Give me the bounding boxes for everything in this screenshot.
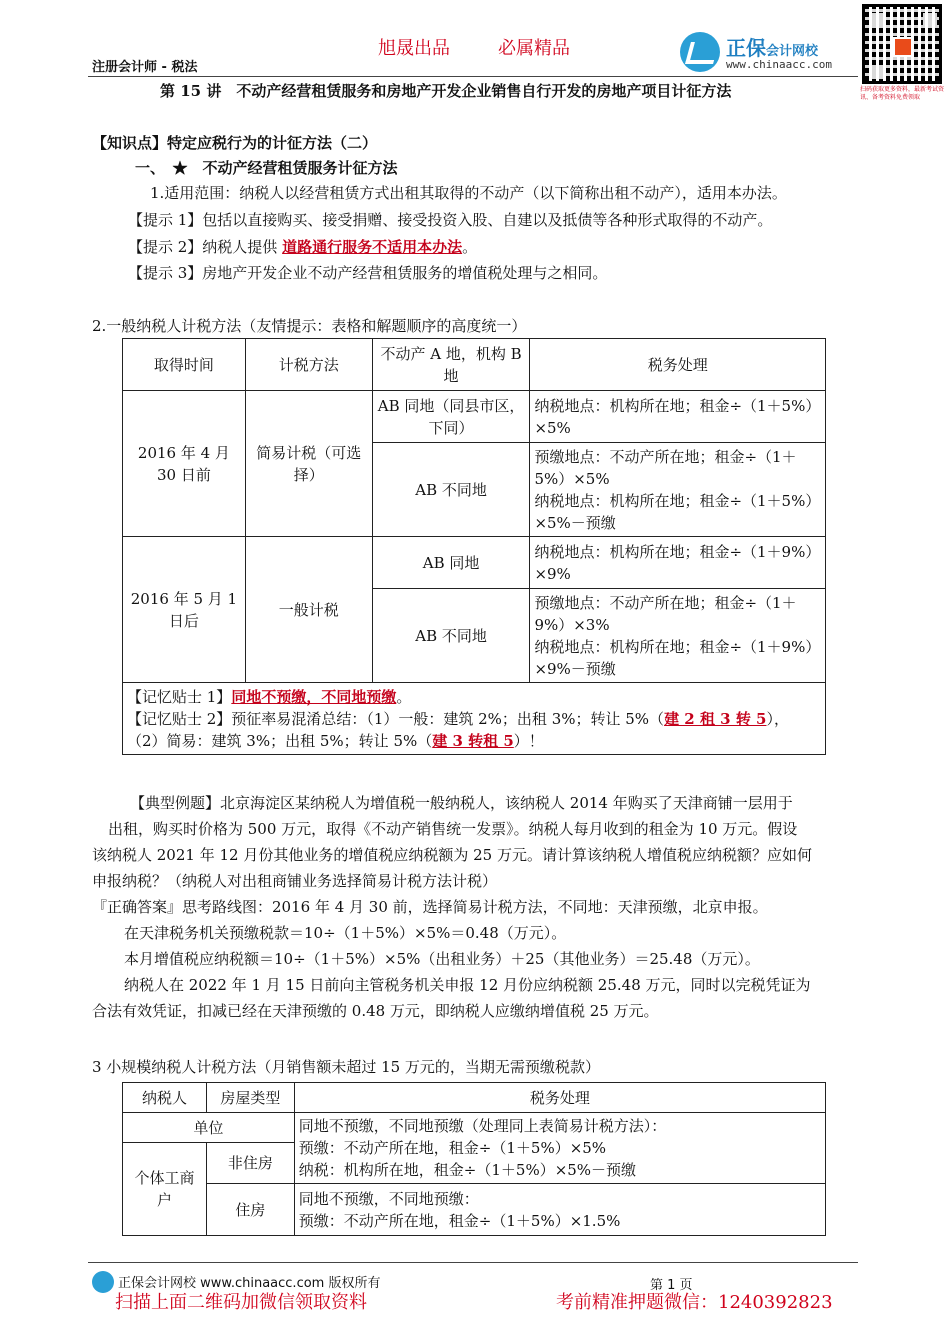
answer-line: 在天津税务机关预缴税款＝10÷（1＋5%）×5%＝0.48（万元）。 [124, 924, 567, 942]
tax-cell: 同地不预缴，不同地预缴（处理同上表简易计税方法）： 预缴：不动产所在地，租金÷（1＋5%）×5% 纳税：机构所在地，租金÷（1＋5%）×5%－预缴 [294, 1113, 825, 1184]
unit-cell: 单位 [123, 1113, 295, 1143]
promo-right: 考前精准押题微信：1240392823 [556, 1292, 833, 1313]
header-divider [88, 76, 858, 77]
acquire-time-cell: 2016 年 5 月 1 日后 [123, 537, 246, 683]
general-taxpayer-heading: 2.一般纳税人计税方法（友情提示：表格和解题顺序的高度统一） [92, 317, 527, 335]
acquire-time-cell: 2016 年 4 月 30 日前 [123, 391, 246, 537]
example-line: 【典型例题】北京海淀区某纳税人为增值税一般纳税人，该纳税人 2014 年购买了天津商铺一层用于 [130, 794, 793, 812]
memo-1: 【记忆贴士 1】同地不预缴，不同地预缴。 [127, 687, 412, 706]
individual-cell: 个体工商户 [123, 1143, 207, 1236]
answer-line: 合法有效凭证，扣减已经在天津预缴的 0.48 万元，即纳税人应缴纳增值税 25 万元。 [92, 1002, 659, 1020]
footer-logo-icon [92, 1271, 114, 1293]
chinaacc-logo [680, 30, 860, 76]
header-cell: 税务处理 [294, 1083, 825, 1113]
general-taxpayer-table [122, 338, 826, 755]
promo-left: 扫描上面二维码加微信领取资料 [115, 1292, 367, 1313]
example-line: 申报纳税？（纳税人对出租商铺业务选择简易计税方法计税） [92, 872, 498, 890]
section-heading: 一、 ★ 不动产经营租赁服务计征方法 [135, 159, 398, 177]
small-scale-table [122, 1082, 826, 1236]
table-row [123, 1184, 826, 1236]
logo-mark-icon [680, 32, 720, 72]
course-name: 注册会计师 - 税法 [92, 60, 198, 75]
header-cell: 房屋类型 [206, 1083, 294, 1113]
location-cell: AB 不同地 [372, 589, 530, 683]
page-number: 第 1 页 [650, 1278, 693, 1293]
tax-cell: 纳税地点：机构所在地；租金÷（1＋9%）×9% [530, 537, 826, 589]
small-scale-heading: 3 小规模纳税人计税方法（月销售额未超过 15 万元的，当期无需预缴税款） [92, 1058, 600, 1076]
example-line: 该纳税人 2021 年 12 月份其他业务的增值税应纳税额为 25 万元。请计算该纳税人增值税应纳税额？应如何 [92, 846, 812, 864]
house-type-cell: 住房 [206, 1184, 294, 1236]
location-cell: AB 同地（同县市区，下同） [372, 391, 530, 443]
answer-line: 本月增值税应纳税额＝10÷（1＋5%）×5%（出租业务）＋25（其他业务）＝25.48（万元）。 [124, 950, 760, 968]
memo-2-cont: （2）简易：建筑 3%；出租 5%；转让 5%（建 3 转租 5）！ [127, 731, 544, 750]
knowledge-heading: 【知识点】特定应税行为的计征方法（二） [92, 134, 378, 152]
tip-2: 【提示 2】纳税人提供 道路通行服务不适用本办法。 [128, 238, 478, 256]
header-cell: 税务处理 [530, 339, 826, 391]
tax-cell: 纳税地点：机构所在地；租金÷（1＋5%）×5% [530, 391, 826, 443]
table-row [123, 1083, 826, 1113]
answer-line: 纳税人在 2022 年 1 月 15 日前向主管税务机关申报 12 月份应纳税额 25.48 万元，同时以完税凭证为 [124, 976, 811, 994]
house-type-cell: 非住房 [206, 1143, 294, 1184]
qr-code-icon [862, 4, 942, 84]
footer-copyright: 正保会计网校 www.chinaacc.com 版权所有 [118, 1276, 381, 1291]
location-cell: AB 同地 [372, 537, 530, 589]
header-cell: 纳税人 [123, 1083, 207, 1113]
table-row [123, 683, 826, 755]
table-row [123, 339, 826, 391]
logo-sub: 会计网校 [766, 44, 819, 59]
scope-paragraph: 1.适用范围：纳税人以经营租赁方式出租其取得的不动产（以下简称出租不动产），适用本办法。 [150, 184, 787, 202]
header-cell: 取得时间 [123, 339, 246, 391]
table-row [123, 1113, 826, 1143]
tax-cell: 预缴地点：不动产所在地；租金÷（1＋9%）×3% 纳税地点：机构所在地；租金÷（1＋9%）×9%－预缴 [530, 589, 826, 683]
example-line: 出租，购买时价格为 500 万元，取得《不动产销售统一发票》。纳税人每月收到的租金为 10 万元。假设 [108, 820, 798, 838]
table-row [123, 391, 826, 443]
slogan-left: 旭晟出品 [378, 38, 450, 59]
tip-2-highlight: 道路通行服务不适用本办法 [282, 238, 463, 256]
table-row [123, 537, 826, 589]
tip-3: 【提示 3】房地产开发企业不动产经营租赁服务的增值税处理与之相同。 [128, 264, 608, 282]
method-cell: 简易计税（可选择） [245, 391, 372, 537]
tax-cell: 同地不预缴，不同地预缴： 预缴：不动产所在地，租金÷（1＋5%）×1.5% [294, 1184, 825, 1236]
logo-name: 正保 [726, 36, 766, 60]
slogan-right: 必属精品 [498, 38, 570, 59]
memo-2: 【记忆贴士 2】预征率易混淆总结：（1）一般：建筑 2%；出租 3%；转让 5%（建 2 租 3 转 5）， [127, 709, 790, 728]
tip-1: 【提示 1】包括以直接购买、接受捐赠、接受投资入股、自建以及抵债等各种形式取得的不动产。 [128, 211, 773, 229]
footer-divider [88, 1262, 858, 1263]
qr-note: 扫码获取更多资料，最新考试资讯、备考资料免费领取 [860, 86, 945, 101]
location-cell: AB 不同地 [372, 443, 530, 537]
method-cell: 一般计税 [245, 537, 372, 683]
lecture-title: 第 15 讲 不动产经营租赁服务和房地产开发企业销售自行开发的房地产项目计征方法 [160, 82, 732, 100]
memo-cell [123, 683, 826, 755]
tax-cell: 预缴地点：不动产所在地；租金÷（1＋5%）×5% 纳税地点：机构所在地；租金÷（1＋5%）×5%－预缴 [530, 443, 826, 537]
answer-line: 『正确答案』思考路线图：2016 年 4 月 30 前，选择简易计税方法，不同地：天津预缴，北京申报。 [92, 898, 768, 916]
header-cell: 不动产 A 地，机构 B 地 [372, 339, 530, 391]
header-cell: 计税方法 [245, 339, 372, 391]
logo-url: www.chinaacc.com [726, 58, 832, 71]
